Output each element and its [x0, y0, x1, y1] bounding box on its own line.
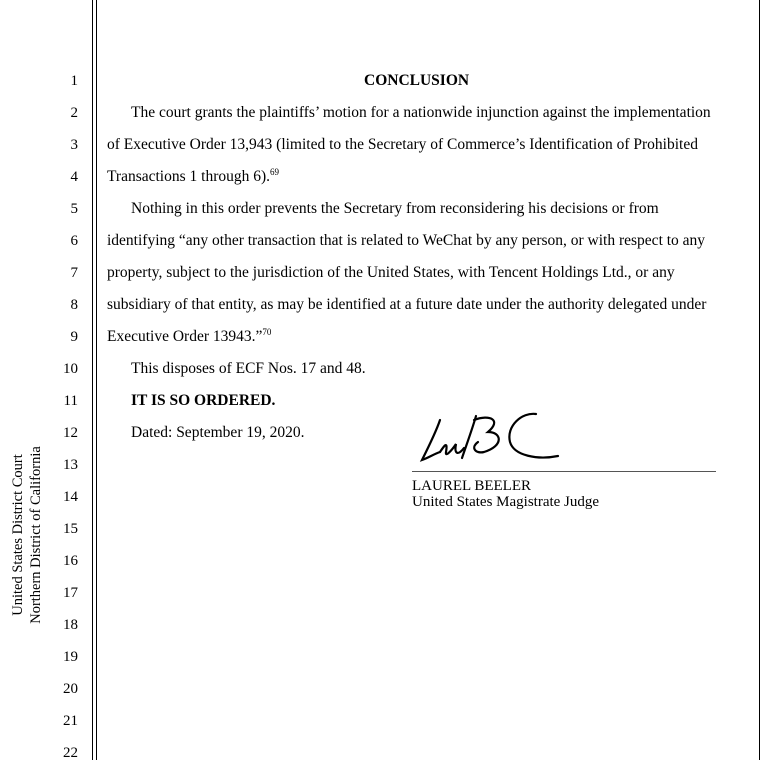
court-name-label: United States District Court [10, 454, 26, 616]
footnote-ref-69[interactable]: 69 [270, 166, 280, 177]
paragraph2-line5 [107, 328, 271, 346]
paragraph2-line4: subsidiary of that entity, as may be identified at a future date under the authority delegated under [107, 296, 707, 313]
right-margin-rule [759, 0, 760, 760]
paragraph2-line2: identifying “any other transaction that is related to WeChat by any person, or with respect to any [107, 232, 706, 249]
line-number: 13 [63, 457, 78, 473]
district-name-label: Northern District of California [28, 446, 44, 624]
line-number: 19 [63, 649, 78, 665]
line-number: 9 [70, 329, 78, 345]
line-number: 4 [70, 169, 78, 185]
line-number: 20 [63, 681, 78, 697]
line-number: 7 [70, 265, 78, 281]
paragraph1-line2: of Executive Order 13,943 (limited to the Secretary of Commerce’s Identification of Prohibited [107, 136, 698, 153]
court-side-label [2, 430, 47, 640]
line-number: 1 [70, 73, 78, 89]
line-number: 15 [63, 521, 78, 537]
line-number: 12 [63, 425, 78, 441]
signature-icon [418, 408, 568, 468]
left-margin-rule [92, 0, 93, 760]
line-number: 16 [63, 553, 78, 569]
paragraph2-line1: Nothing in this order prevents the Secretary from reconsidering his decisions or from [131, 200, 659, 217]
line-number: 11 [63, 393, 78, 409]
footnote-ref-70[interactable]: 70 [262, 326, 272, 337]
section-heading: CONCLUSION [364, 72, 470, 89]
judge-title: United States Magistrate Judge [412, 494, 600, 510]
line-number: 5 [70, 201, 78, 217]
line-number: 8 [70, 297, 78, 313]
paragraph2-line5-text: Executive Order 13943.” [107, 328, 263, 345]
dated-line: Dated: September 19, 2020. [131, 424, 305, 441]
paragraph1-line3-text: Transactions 1 through 6). [107, 168, 271, 185]
signature-line [412, 471, 716, 472]
line-number: 18 [63, 617, 78, 633]
disposes-line: This disposes of ECF Nos. 17 and 48. [131, 360, 366, 377]
paragraph1-line3 [107, 168, 279, 186]
line-number: 17 [63, 585, 78, 601]
left-margin-rule-inner [96, 0, 97, 760]
line-number: 3 [70, 137, 78, 153]
paragraph1-line1: The court grants the plaintiffs’ motion for a nationwide injunction against the implementation [131, 104, 711, 121]
paragraph2-line3: property, subject to the jurisdiction of the United States, with Tencent Holdings Ltd., or any [107, 264, 675, 281]
line-number: 6 [70, 233, 78, 249]
line-number: 22 [63, 745, 78, 761]
line-number: 2 [70, 105, 78, 121]
judge-name: LAUREL BEELER [412, 478, 532, 494]
ordered-line: IT IS SO ORDERED. [131, 392, 276, 409]
line-number: 10 [63, 361, 78, 377]
line-number: 21 [63, 713, 78, 729]
line-number: 14 [63, 489, 78, 505]
